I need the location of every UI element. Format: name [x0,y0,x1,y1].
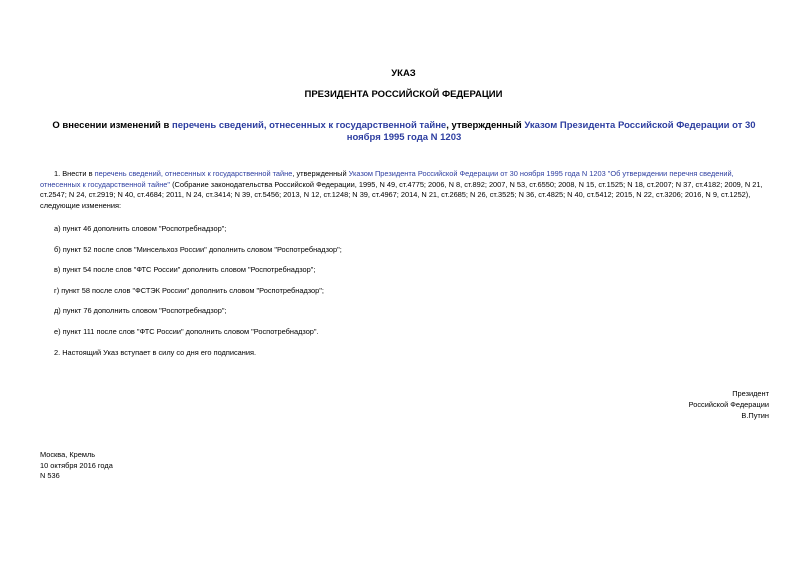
footer-place: Москва, Кремль [40,450,96,459]
p1-text-a: 1. Внести в [54,169,95,178]
p1-link-list[interactable]: перечень сведений, отнесенных к государственной тайне [94,169,293,178]
footer-block [40,450,113,482]
president-heading: ПРЕЗИДЕНТА РОССИЙСКОЙ ФЕДЕРАЦИИ [304,89,503,100]
p1-link-decree[interactable]: Указом Президента Российской Федерации от 30 ноября 1995 года N 1203 "Об утверждении перечня сведений, отнесенных к государственной тайне" [40,169,734,189]
footer-date: 10 октября 2016 года [40,460,113,470]
signature-block [689,388,769,421]
paragraph-1 [40,169,770,211]
footer-number: N 536 [40,471,60,481]
p1-text-c: (Собрание законодательства Российской Федерации, 1995, N 49, ст.4775; 2006, N 8, ст.892; 2007, N 53, ст.6550; 2008, N 15, ст.1525; N 18, ст.2007; N 37, ст.4182; 2009, N 21, ст.2547; N 24, ст.2919; N 40, ст.4684; 2011, N 24, ст.3414; N 39, ст.5456; 2013, N 12, ст.1248; N 39, ст.4967; 2014, N 21, ст.2685; N 26, ст.3525; N 36, ст.4825; N 40, ст.5412; 2015, N 22, ст.3206; 2016, N 9, ст.1252), следующие изменения: [40,179,763,210]
decree-heading: УКАЗ [391,68,416,79]
signature-country: Российской Федерации [688,400,769,409]
list-item: в) пункт 54 после слов "ФТС России" дополнить словом "Роспотребнадзор"; [54,265,316,274]
p1-text-b: , утвержденный [292,169,349,178]
list-item: а) пункт 46 дополнить словом "Роспотребнадзор"; [54,224,227,233]
title-link-decree[interactable]: Указом Президента Российской Федерации от 30 ноября 1995 года N 1203 [346,120,756,143]
title-text-1: О внесении изменений в [52,120,172,131]
paragraph-2: 2. Настоящий Указ вступает в силу со дня его подписания. [54,348,257,357]
list-item: г) пункт 58 после слов "ФСТЭК России" дополнить словом "Роспотребнадзор"; [54,286,324,295]
signature-title: Президент [732,389,769,398]
list-item: б) пункт 52 после слов "Минсельхоз России" дополнить словом "Роспотребнадзор"; [54,245,342,254]
list-item: е) пункт 111 после слов "ФТС России" дополнить словом "Роспотребнадзор". [54,327,319,336]
signature-name: В.Путин [741,411,769,420]
list-item: д) пункт 76 дополнить словом "Роспотребнадзор"; [54,306,227,315]
document-title [40,120,768,144]
title-link-list[interactable]: перечень сведений, отнесенных к государственной тайне [172,120,447,131]
title-text-2: , утвержденный [446,120,525,131]
